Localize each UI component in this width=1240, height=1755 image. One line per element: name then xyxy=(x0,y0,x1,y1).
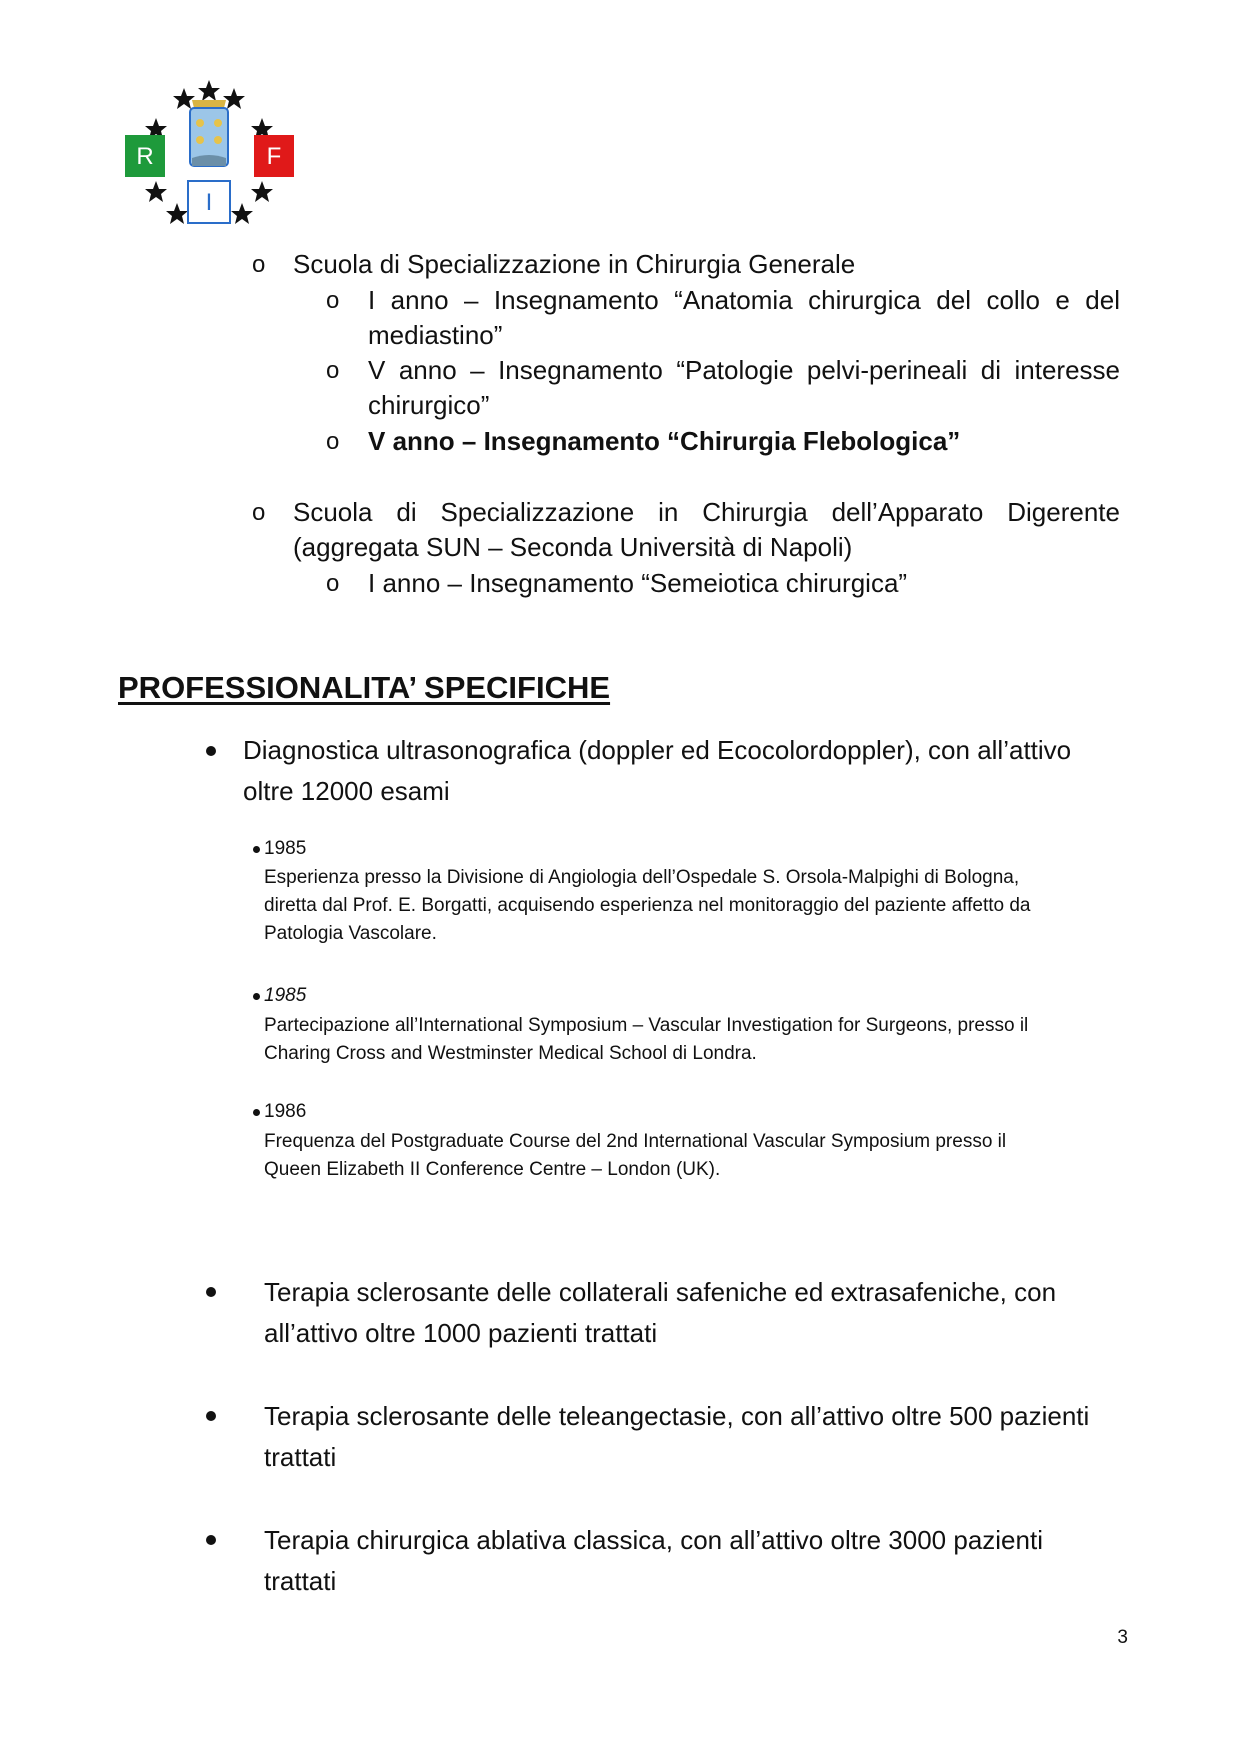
bullet-icon xyxy=(206,746,216,756)
bullet-icon xyxy=(206,1411,216,1421)
logo-letter-r: R xyxy=(136,143,154,170)
bullet-icon xyxy=(206,1287,216,1297)
entry-text: Frequenza del Postgraduate Course del 2nd International Vascular Symposium presso il xyxy=(264,1131,1007,1152)
skill-text: Terapia chirurgica ablativa classica, con all’attivo oltre 3000 pazienti xyxy=(264,1525,1043,1555)
logo-letter-f: F xyxy=(266,143,282,170)
entry-year: 1986 xyxy=(264,1101,307,1122)
section-heading: PROFESSIONALITA’ SPECIFICHE xyxy=(118,670,611,705)
course-item-highlighted: V anno – Insegnamento “Chirurgia Flebologica” xyxy=(368,426,961,456)
entry-text: Esperienza presso la Divisione di Angiologia dell’Ospedale S. Orsola-Malpighi di Bologna, xyxy=(264,867,1020,888)
school-title: Scuola di Specializzazione in Chirurgia Generale xyxy=(293,249,856,279)
entry-text: Partecipazione all’International Symposium – Vascular Investigation for Surgeons, presso il xyxy=(264,1015,1029,1036)
skill-text: Terapia sclerosante delle teleangectasie, con all’attivo oltre 500 pazienti xyxy=(264,1401,1090,1431)
circle-bullet-icon: o xyxy=(326,357,340,384)
course-item-continued: mediastino” xyxy=(368,320,503,350)
circle-bullet-icon: o xyxy=(252,251,266,278)
course-item: I anno – Insegnamento “Semeiotica chirurgica” xyxy=(368,568,908,598)
page-number: 3 xyxy=(1117,1627,1128,1648)
skill-text-continued: trattati xyxy=(264,1442,337,1472)
course-item-continued: chirurgico” xyxy=(368,390,490,420)
entry-text: Patologia Vascolare. xyxy=(264,923,437,944)
entry-year: 1985 xyxy=(264,838,307,859)
skill-text-continued: all’attivo oltre 1000 pazienti trattati xyxy=(264,1318,658,1348)
circle-bullet-icon: o xyxy=(252,499,266,526)
rfi-logo xyxy=(120,78,310,248)
school-title: Scuola di Specializzazione in Chirurgia dell’Apparato Digerente xyxy=(293,497,1120,527)
logo-letter-i: I xyxy=(205,189,213,216)
small-bullet-icon xyxy=(253,846,260,853)
circle-bullet-icon: o xyxy=(326,570,340,597)
course-item: I anno – Insegnamento “Anatomia chirurgica del collo e del xyxy=(368,285,1120,315)
small-bullet-icon xyxy=(253,1109,260,1116)
circle-bullet-icon: o xyxy=(326,428,340,455)
coat-of-arms-icon xyxy=(190,100,228,166)
entry-text: Queen Elizabeth II Conference Centre – London (UK). xyxy=(264,1159,721,1180)
skill-text: Diagnostica ultrasonografica (doppler ed Ecocolordoppler), con all’attivo xyxy=(243,735,1072,765)
entry-text: Charing Cross and Westminster Medical School di Londra. xyxy=(264,1043,757,1064)
course-item: V anno – Insegnamento “Patologie pelvi-perineali di interesse xyxy=(368,355,1120,385)
school-title-continued: (aggregata SUN – Seconda Università di Napoli) xyxy=(293,532,853,562)
entry-year: 1985 xyxy=(264,985,307,1006)
small-bullet-icon xyxy=(253,993,260,1000)
skill-text-continued: oltre 12000 esami xyxy=(243,776,450,806)
skill-text: Terapia sclerosante delle collaterali safeniche ed extrasafeniche, con xyxy=(264,1277,1057,1307)
skill-text-continued: trattati xyxy=(264,1566,337,1596)
circle-bullet-icon: o xyxy=(326,287,340,314)
entry-text: diretta dal Prof. E. Borgatti, acquisendo esperienza nel monitoraggio del paziente affetto da xyxy=(264,895,1031,916)
bullet-icon xyxy=(206,1535,216,1545)
